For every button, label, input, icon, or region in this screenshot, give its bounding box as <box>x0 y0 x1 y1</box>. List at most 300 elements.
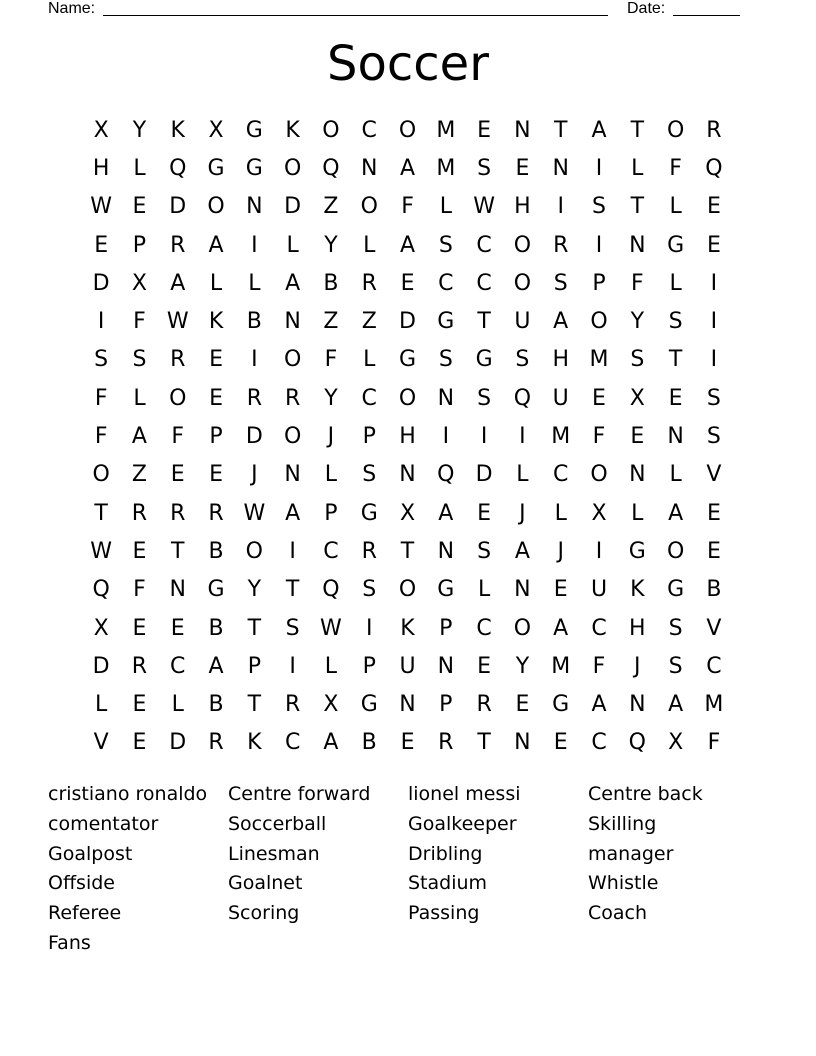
grid-cell[interactable]: L <box>133 155 146 181</box>
grid-cell[interactable]: N <box>437 538 455 564</box>
grid-cell[interactable]: A <box>285 270 301 296</box>
grid-cell[interactable]: G <box>245 117 263 143</box>
grid-cell[interactable]: G <box>398 347 417 373</box>
grid-cell[interactable]: E <box>515 692 530 718</box>
grid-cell[interactable]: L <box>516 462 529 488</box>
grid-cell[interactable]: I <box>595 155 603 181</box>
grid-cell[interactable]: N <box>514 117 531 143</box>
grid-cell[interactable]: N <box>629 692 646 718</box>
grid-cell[interactable]: B <box>361 730 377 756</box>
grid-cell[interactable]: P <box>324 500 338 526</box>
grid-cell[interactable]: I <box>710 309 718 335</box>
grid-cell[interactable]: I <box>557 194 564 220</box>
grid-cell[interactable]: O <box>666 117 685 143</box>
grid-cell[interactable]: H <box>399 424 416 450</box>
grid-cell[interactable]: V <box>706 462 722 488</box>
grid-cell[interactable]: J <box>557 538 564 564</box>
word-list-item: Whistle <box>588 872 659 895</box>
grid-cell[interactable]: S <box>592 194 606 220</box>
grid-cell[interactable]: N <box>437 653 455 679</box>
grid-cell[interactable]: O <box>513 615 532 641</box>
grid-cell[interactable]: R <box>131 500 148 526</box>
word-list-item: Linesman <box>228 842 320 865</box>
grid-cell[interactable]: G <box>360 692 378 718</box>
grid-cell[interactable]: E <box>592 385 606 411</box>
grid-cell[interactable]: S <box>362 462 377 488</box>
grid-cell[interactable]: L <box>631 155 644 181</box>
grid-cell[interactable]: W <box>243 500 266 526</box>
grid-cell[interactable]: T <box>285 577 300 603</box>
grid-cell[interactable]: C <box>553 462 569 488</box>
grid-cell[interactable]: P <box>209 424 223 450</box>
grid-cell[interactable]: E <box>209 347 223 373</box>
grid-cell[interactable]: N <box>667 424 684 450</box>
grid-cell[interactable]: C <box>591 730 607 756</box>
grid-cell[interactable]: B <box>323 270 339 296</box>
grid-cell[interactable]: O <box>513 270 532 296</box>
grid-cell[interactable]: X <box>131 270 147 296</box>
grid-cell[interactable]: Y <box>247 577 262 603</box>
grid-cell[interactable]: E <box>132 730 147 756</box>
grid-cell[interactable]: G <box>360 500 378 526</box>
grid-cell[interactable]: C <box>323 538 339 564</box>
grid-cell[interactable]: T <box>477 730 491 756</box>
grid-cell[interactable]: E <box>170 462 185 488</box>
grid-cell[interactable]: H <box>92 155 110 181</box>
grid-cell[interactable]: A <box>668 692 684 718</box>
grid-cell[interactable]: R <box>361 538 377 564</box>
grid-cell[interactable]: H <box>629 615 646 641</box>
grid-cell[interactable]: J <box>634 653 641 679</box>
grid-cell[interactable]: Y <box>515 653 530 679</box>
grid-cell[interactable]: Y <box>324 385 338 411</box>
grid-cell[interactable]: S <box>668 309 683 335</box>
grid-cell[interactable]: R <box>246 385 262 411</box>
grid-cell[interactable]: T <box>630 117 645 143</box>
grid-cell[interactable]: B <box>208 615 224 641</box>
grid-cell[interactable]: I <box>710 347 718 373</box>
grid-cell[interactable]: Q <box>513 385 532 411</box>
grid-cell[interactable]: E <box>515 155 530 181</box>
grid-cell[interactable]: A <box>553 615 569 641</box>
grid-cell[interactable]: Q <box>322 155 340 181</box>
grid-cell[interactable]: L <box>363 232 376 258</box>
grid-cell[interactable]: L <box>171 692 184 718</box>
grid-cell[interactable]: E <box>132 538 147 564</box>
grid-cell[interactable]: T <box>171 538 185 564</box>
grid-cell[interactable]: C <box>361 385 377 411</box>
grid-cell[interactable]: G <box>207 577 225 603</box>
grid-cell[interactable]: M <box>436 155 456 181</box>
grid-cell[interactable]: W <box>473 194 495 220</box>
word-list-item: Goalkeeper <box>408 812 517 835</box>
grid-cell[interactable]: L <box>209 270 223 296</box>
grid-cell[interactable]: O <box>360 194 378 220</box>
grid-cell[interactable]: C <box>476 232 492 258</box>
grid-cell[interactable]: L <box>631 500 644 526</box>
grid-cell[interactable]: E <box>132 692 147 718</box>
grid-cell[interactable]: O <box>513 232 532 258</box>
grid-cell[interactable]: Q <box>92 577 110 603</box>
grid-cell[interactable]: D <box>475 462 493 488</box>
grid-cell[interactable]: Z <box>361 309 377 335</box>
grid-cell[interactable]: N <box>514 730 531 756</box>
grid-cell[interactable]: G <box>437 309 455 335</box>
grid-cell[interactable]: W <box>320 615 342 641</box>
grid-cell[interactable]: O <box>666 538 685 564</box>
grid-cell[interactable]: O <box>283 424 302 450</box>
grid-cell[interactable]: R <box>284 385 301 411</box>
grid-cell[interactable]: A <box>399 232 416 258</box>
name-blank-line[interactable] <box>103 15 608 16</box>
grid-cell[interactable]: E <box>94 232 109 258</box>
grid-cell[interactable]: M <box>436 117 456 143</box>
grid-cell[interactable]: D <box>92 270 110 296</box>
grid-cell[interactable]: D <box>169 194 187 220</box>
grid-cell[interactable]: G <box>475 347 493 373</box>
grid-cell[interactable]: G <box>245 155 263 181</box>
grid-cell[interactable]: E <box>553 730 568 756</box>
grid-cell[interactable]: R <box>208 730 224 756</box>
grid-cell[interactable]: A <box>131 424 147 450</box>
grid-cell[interactable]: R <box>284 692 301 718</box>
grid-cell[interactable]: D <box>399 309 416 335</box>
grid-cell[interactable]: H <box>514 194 531 220</box>
grid-cell[interactable]: A <box>323 730 339 756</box>
grid-cell[interactable]: R <box>170 347 186 373</box>
grid-cell[interactable]: D <box>284 194 302 220</box>
grid-cell[interactable]: N <box>169 577 186 603</box>
grid-cell[interactable]: A <box>438 500 454 526</box>
grid-cell[interactable]: B <box>706 577 722 603</box>
grid-cell[interactable]: O <box>92 462 110 488</box>
grid-cell[interactable]: E <box>668 385 683 411</box>
grid-cell[interactable]: E <box>553 577 568 603</box>
grid-cell[interactable]: F <box>630 270 644 296</box>
grid-cell[interactable]: X <box>591 500 607 526</box>
grid-cell[interactable]: X <box>668 730 684 756</box>
grid-cell[interactable]: L <box>286 232 299 258</box>
grid-cell[interactable]: F <box>592 653 606 679</box>
grid-cell[interactable]: T <box>247 692 262 718</box>
grid-cell[interactable]: O <box>398 577 417 603</box>
grid-cell[interactable]: N <box>629 232 646 258</box>
grid-cell[interactable]: F <box>133 309 146 335</box>
grid-cell[interactable]: L <box>363 347 376 373</box>
grid-cell[interactable]: S <box>630 347 645 373</box>
grid-cell[interactable]: T <box>477 309 491 335</box>
grid-cell[interactable]: G <box>437 577 455 603</box>
grid-cell[interactable]: P <box>132 232 147 258</box>
grid-cell[interactable]: E <box>477 117 492 143</box>
grid-cell[interactable]: U <box>590 577 608 603</box>
grid-cell[interactable]: L <box>669 194 682 220</box>
date-blank-line[interactable] <box>673 15 740 16</box>
grid-cell[interactable]: Q <box>705 155 723 181</box>
grid-cell[interactable]: T <box>247 615 262 641</box>
grid-cell[interactable]: L <box>95 692 108 718</box>
grid-cell[interactable]: U <box>514 309 531 335</box>
grid-cell[interactable]: L <box>439 194 452 220</box>
grid-cell[interactable]: W <box>90 538 113 564</box>
grid-cell[interactable]: S <box>477 385 492 411</box>
grid-cell[interactable]: R <box>361 270 377 296</box>
grid-cell[interactable]: E <box>132 615 147 641</box>
grid-cell[interactable]: D <box>169 730 187 756</box>
grid-cell[interactable]: F <box>94 424 108 450</box>
grid-cell[interactable]: D <box>245 424 263 450</box>
grid-cell[interactable]: F <box>592 424 606 450</box>
grid-cell[interactable]: I <box>480 424 488 450</box>
grid-cell[interactable]: E <box>706 194 721 220</box>
grid-cell[interactable]: U <box>552 385 569 411</box>
grid-cell[interactable]: J <box>251 462 258 488</box>
grid-cell[interactable]: S <box>706 385 721 411</box>
word-list-item: Soccerball <box>228 812 327 835</box>
grid-cell[interactable]: N <box>360 155 378 181</box>
grid-cell[interactable]: P <box>247 653 261 679</box>
grid-cell[interactable]: O <box>322 117 340 143</box>
grid-cell[interactable]: K <box>400 615 415 641</box>
grid-cell[interactable]: B <box>246 309 262 335</box>
grid-cell[interactable]: S <box>706 424 721 450</box>
grid-cell[interactable]: T <box>553 117 568 143</box>
grid-cell[interactable]: G <box>667 232 685 258</box>
grid-cell[interactable]: A <box>399 155 416 181</box>
grid-cell[interactable]: B <box>208 538 224 564</box>
grid-cell[interactable]: M <box>551 424 571 450</box>
grid-cell[interactable]: F <box>401 194 414 220</box>
grid-cell[interactable]: T <box>400 538 415 564</box>
grid-cell[interactable]: K <box>285 117 300 143</box>
grid-cell[interactable]: R <box>706 117 722 143</box>
grid-cell[interactable]: C <box>284 730 301 756</box>
grid-cell[interactable]: I <box>97 309 105 335</box>
grid-cell[interactable]: N <box>399 692 416 718</box>
grid-cell[interactable]: S <box>438 347 453 373</box>
grid-cell[interactable]: P <box>592 270 606 296</box>
grid-cell[interactable]: C <box>591 615 607 641</box>
grid-cell[interactable]: E <box>170 615 185 641</box>
grid-cell[interactable]: A <box>208 653 224 679</box>
grid-cell[interactable]: A <box>591 117 607 143</box>
grid-cell[interactable]: L <box>554 500 567 526</box>
grid-cell[interactable]: K <box>630 577 645 603</box>
grid-cell[interactable]: A <box>285 500 301 526</box>
grid-cell[interactable]: C <box>476 270 492 296</box>
grid-cell[interactable]: X <box>399 500 416 526</box>
grid-cell[interactable]: I <box>289 653 296 679</box>
grid-cell[interactable]: O <box>590 309 608 335</box>
grid-cell[interactable]: S <box>438 232 453 258</box>
grid-cell[interactable]: I <box>365 615 373 641</box>
grid-cell[interactable]: M <box>589 347 609 373</box>
grid-cell[interactable]: I <box>710 270 718 296</box>
grid-cell[interactable]: P <box>439 692 453 718</box>
grid-cell[interactable]: L <box>324 462 338 488</box>
word-list-item: Coach <box>588 902 648 925</box>
grid-cell[interactable]: X <box>93 615 109 641</box>
grid-cell[interactable]: T <box>630 194 645 220</box>
grid-cell[interactable]: G <box>628 538 646 564</box>
grid-cell[interactable]: A <box>668 500 684 526</box>
grid-cell[interactable]: Q <box>169 155 187 181</box>
grid-cell[interactable]: S <box>668 653 683 679</box>
grid-cell[interactable]: L <box>669 462 682 488</box>
grid-cell[interactable]: P <box>439 615 453 641</box>
grid-cell[interactable]: E <box>132 194 147 220</box>
grid-cell[interactable]: A <box>553 309 569 335</box>
grid-cell[interactable]: A <box>591 692 607 718</box>
grid-cell[interactable]: N <box>552 155 569 181</box>
grid-cell[interactable]: E <box>706 538 721 564</box>
grid-cell[interactable]: A <box>208 232 224 258</box>
grid-cell[interactable]: I <box>442 424 450 450</box>
grid-cell[interactable]: G <box>207 155 225 181</box>
grid-cell[interactable]: Z <box>323 194 339 220</box>
grid-cell[interactable]: K <box>247 730 262 756</box>
grid-cell[interactable]: S <box>94 347 109 373</box>
grid-cell[interactable]: L <box>248 270 261 296</box>
grid-cell[interactable]: X <box>93 117 109 143</box>
grid-cell[interactable]: L <box>669 270 682 296</box>
grid-cell[interactable]: N <box>284 462 301 488</box>
grid-cell[interactable]: Z <box>131 462 147 488</box>
grid-cell[interactable]: I <box>519 424 526 450</box>
grid-cell[interactable]: M <box>551 653 571 679</box>
grid-cell[interactable]: I <box>595 232 603 258</box>
grid-cell[interactable]: S <box>477 155 492 181</box>
grid-cell[interactable]: Q <box>322 577 340 603</box>
grid-cell[interactable]: C <box>438 270 454 296</box>
grid-cell[interactable]: E <box>477 500 492 526</box>
grid-cell[interactable]: E <box>706 232 721 258</box>
grid-cell[interactable]: K <box>208 309 224 335</box>
grid-cell[interactable]: C <box>170 653 186 679</box>
grid-cell[interactable]: I <box>289 538 296 564</box>
grid-cell[interactable]: R <box>170 232 186 258</box>
grid-cell[interactable]: V <box>706 615 722 641</box>
grid-cell[interactable]: Y <box>324 232 338 258</box>
grid-cell[interactable]: O <box>169 385 187 411</box>
grid-cell[interactable]: W <box>90 194 113 220</box>
grid-cell[interactable]: E <box>630 424 645 450</box>
grid-cell[interactable]: A <box>514 538 530 564</box>
grid-cell[interactable]: A <box>170 270 186 296</box>
grid-cell[interactable]: R <box>208 500 224 526</box>
grid-cell[interactable]: J <box>327 424 335 450</box>
grid-cell[interactable]: O <box>283 155 302 181</box>
grid-cell[interactable]: O <box>207 194 225 220</box>
grid-cell[interactable]: J <box>519 500 526 526</box>
word-list-item: comentator <box>48 812 159 835</box>
grid-cell[interactable]: E <box>706 500 721 526</box>
grid-cell[interactable]: N <box>514 577 531 603</box>
grid-cell[interactable]: G <box>667 577 685 603</box>
grid-cell[interactable]: Y <box>630 309 645 335</box>
grid-cell[interactable]: C <box>476 615 492 641</box>
grid-cell[interactable]: O <box>398 117 417 143</box>
grid-cell[interactable]: R <box>131 653 148 679</box>
grid-cell[interactable]: H <box>552 347 569 373</box>
grid-cell[interactable]: O <box>245 538 263 564</box>
grid-cell[interactable]: R <box>476 692 492 718</box>
grid-cell[interactable]: N <box>246 194 263 220</box>
grid-cell[interactable]: E <box>400 730 415 756</box>
grid-cell[interactable]: P <box>362 424 376 450</box>
grid-cell[interactable]: X <box>629 385 645 411</box>
grid-cell[interactable]: N <box>399 462 416 488</box>
grid-cell[interactable]: R <box>438 730 454 756</box>
grid-cell[interactable]: C <box>361 117 377 143</box>
grid-cell[interactable]: G <box>552 692 570 718</box>
grid-cell[interactable]: I <box>251 347 258 373</box>
grid-cell[interactable]: I <box>595 538 603 564</box>
grid-cell[interactable]: F <box>133 577 146 603</box>
grid-cell[interactable]: E <box>209 385 223 411</box>
grid-cell[interactable]: X <box>323 692 339 718</box>
grid-cell[interactable]: E <box>477 653 492 679</box>
grid-cell[interactable]: Q <box>437 462 455 488</box>
grid-cell[interactable]: X <box>208 117 224 143</box>
grid-cell[interactable]: S <box>668 615 683 641</box>
grid-cell[interactable]: R <box>170 500 186 526</box>
grid-cell[interactable]: N <box>284 309 301 335</box>
grid-cell[interactable]: S <box>477 538 492 564</box>
grid-cell[interactable]: F <box>94 385 108 411</box>
grid-cell[interactable]: Y <box>132 117 147 143</box>
grid-cell[interactable]: O <box>398 385 417 411</box>
grid-cell[interactable]: S <box>132 347 147 373</box>
grid-cell[interactable]: M <box>704 692 724 718</box>
grid-cell[interactable]: K <box>170 117 185 143</box>
grid-cell[interactable]: W <box>166 309 189 335</box>
grid-cell[interactable]: R <box>553 232 569 258</box>
grid-cell[interactable]: F <box>707 730 721 756</box>
grid-cell[interactable]: T <box>94 500 108 526</box>
grid-cell[interactable]: E <box>400 270 415 296</box>
grid-cell[interactable]: S <box>515 347 530 373</box>
grid-cell[interactable]: C <box>706 653 722 679</box>
grid-cell[interactable]: F <box>171 424 185 450</box>
grid-cell[interactable]: U <box>399 653 416 679</box>
word-list-item: lionel messi <box>408 783 521 805</box>
grid-cell[interactable]: O <box>283 347 302 373</box>
grid-cell[interactable]: L <box>477 577 491 603</box>
grid-cell[interactable]: F <box>669 155 682 181</box>
grid-cell[interactable]: O <box>590 462 608 488</box>
grid-cell[interactable]: N <box>437 385 455 411</box>
grid-cell[interactable]: S <box>362 577 377 603</box>
grid-cell[interactable]: T <box>668 347 683 373</box>
grid-cell[interactable]: Z <box>323 309 339 335</box>
grid-cell[interactable]: B <box>208 692 224 718</box>
grid-cell[interactable]: S <box>553 270 568 296</box>
word-list-item: Scoring <box>228 902 300 925</box>
grid-cell[interactable]: N <box>629 462 646 488</box>
grid-cell[interactable]: P <box>362 653 376 679</box>
grid-cell[interactable]: E <box>209 462 223 488</box>
grid-cell[interactable]: F <box>324 347 338 373</box>
grid-cell[interactable]: S <box>285 615 300 641</box>
grid-cell[interactable]: L <box>324 653 338 679</box>
grid-cell[interactable]: Q <box>628 730 646 756</box>
grid-cell[interactable]: I <box>251 232 258 258</box>
grid-cell[interactable]: V <box>93 730 109 756</box>
grid-cell[interactable]: L <box>133 385 146 411</box>
word-list-item: manager <box>588 842 674 865</box>
grid-cell[interactable]: D <box>92 653 110 679</box>
